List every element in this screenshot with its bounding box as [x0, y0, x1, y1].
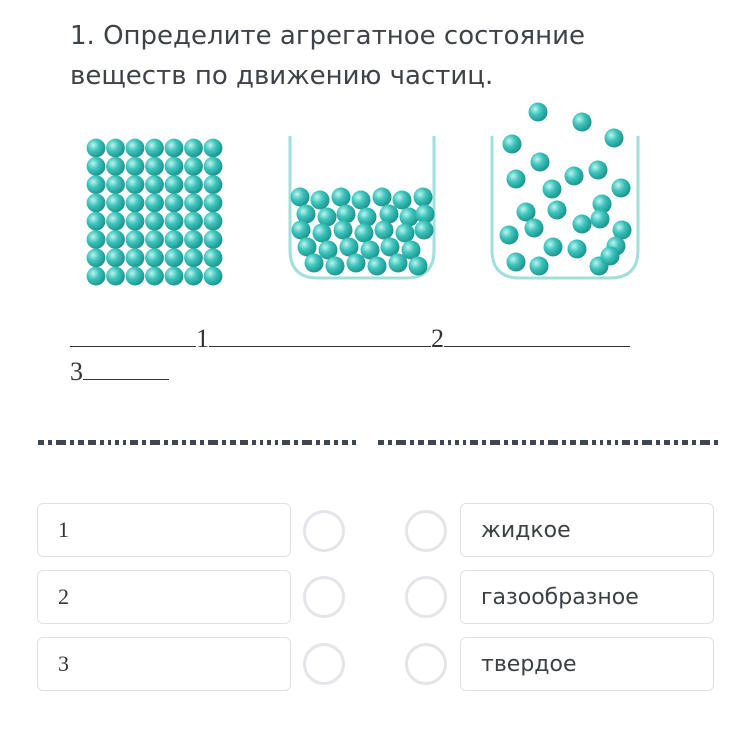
- particle: [565, 167, 584, 186]
- particle: [204, 194, 223, 213]
- particle: [204, 157, 223, 176]
- particle: [305, 254, 324, 273]
- particle: [355, 224, 374, 243]
- blank-3: [444, 322, 630, 347]
- answer-blanks: [70, 322, 670, 388]
- particle: [87, 139, 106, 158]
- right-item-label: жидкое: [481, 517, 571, 543]
- left-item-label: 1: [58, 517, 69, 542]
- particle: [352, 191, 371, 210]
- particle: [375, 221, 394, 240]
- particle: [529, 103, 548, 122]
- blank-4: [83, 355, 169, 380]
- particle: [409, 257, 428, 276]
- particle: [311, 191, 330, 210]
- blank-label-3: 3: [70, 357, 83, 386]
- right-item-label: газообразное: [481, 584, 639, 610]
- particle: [400, 208, 419, 227]
- particle: [184, 139, 203, 158]
- particle: [184, 230, 203, 249]
- particle: [500, 226, 519, 245]
- particle: [126, 267, 145, 286]
- particle-figures: [0, 100, 750, 300]
- particle: [531, 153, 550, 172]
- particle: [373, 188, 392, 207]
- match-right-item-1[interactable]: [460, 503, 714, 557]
- particle: [313, 224, 332, 243]
- left-connector-2[interactable]: [303, 576, 345, 618]
- particle: [106, 175, 125, 194]
- particle: [358, 208, 377, 227]
- particle: [612, 179, 631, 198]
- particle: [126, 230, 145, 249]
- particle: [126, 157, 145, 176]
- particle: [145, 194, 164, 213]
- particle: [165, 157, 184, 176]
- particle: [573, 215, 592, 234]
- particle: [165, 175, 184, 194]
- particle: [106, 194, 125, 213]
- particle: [165, 212, 184, 231]
- particle: [326, 257, 345, 276]
- particle: [126, 212, 145, 231]
- particle: [507, 253, 526, 272]
- particle: [165, 194, 184, 213]
- particle: [87, 194, 106, 213]
- particle: [87, 248, 106, 267]
- particle: [204, 248, 223, 267]
- match-left-item-3[interactable]: [37, 637, 291, 691]
- particle: [126, 139, 145, 158]
- right-connector-2[interactable]: [405, 576, 447, 618]
- particle: [525, 219, 544, 238]
- particle: [106, 212, 125, 231]
- particle: [347, 254, 366, 273]
- match-right-item-2[interactable]: [460, 570, 714, 624]
- particle: [568, 240, 587, 259]
- particle: [389, 254, 408, 273]
- solid-particles-icon: [87, 139, 223, 286]
- particle: [589, 161, 608, 180]
- particle: [87, 212, 106, 231]
- particle: [145, 267, 164, 286]
- particle: [204, 267, 223, 286]
- particle: [126, 194, 145, 213]
- particle: [204, 230, 223, 249]
- particle: [87, 175, 106, 194]
- particle: [204, 139, 223, 158]
- particle: [106, 230, 125, 249]
- particle: [503, 135, 522, 154]
- particle: [165, 248, 184, 267]
- blank-2: [209, 322, 431, 347]
- particle: [184, 175, 203, 194]
- particle: [414, 188, 433, 207]
- particle: [87, 230, 106, 249]
- match-left-item-2[interactable]: [37, 570, 291, 624]
- gas-particles-icon: [492, 103, 638, 279]
- left-item-label: 3: [58, 651, 69, 676]
- particle: [165, 230, 184, 249]
- particle: [145, 248, 164, 267]
- particle: [548, 201, 567, 220]
- particle: [184, 157, 203, 176]
- question-line-1: 1. Определите агрегатное состояние: [70, 21, 586, 51]
- right-connector-3[interactable]: [405, 643, 447, 685]
- particle: [204, 175, 223, 194]
- particle: [337, 205, 356, 224]
- blank-label-1: 1: [196, 324, 209, 353]
- particle: [601, 247, 620, 266]
- match-left-item-1[interactable]: [37, 503, 291, 557]
- particle: [145, 139, 164, 158]
- particle: [184, 248, 203, 267]
- particle: [291, 188, 310, 207]
- particle: [106, 248, 125, 267]
- particle: [145, 175, 164, 194]
- particle: [126, 175, 145, 194]
- particle: [145, 212, 164, 231]
- particle: [145, 157, 164, 176]
- liquid-particles-icon: [290, 136, 435, 278]
- particle: [126, 248, 145, 267]
- particle: [334, 221, 353, 240]
- left-connector-3[interactable]: [303, 643, 345, 685]
- left-item-label: 2: [58, 584, 69, 609]
- match-right-item-3[interactable]: [460, 637, 714, 691]
- right-connector-1[interactable]: [405, 510, 447, 552]
- particle: [184, 267, 203, 286]
- dashed-separator: [38, 437, 718, 449]
- particle: [332, 188, 351, 207]
- left-connector-1[interactable]: [303, 510, 345, 552]
- particle: [204, 212, 223, 231]
- particle: [184, 194, 203, 213]
- particle: [544, 238, 563, 257]
- particle: [106, 139, 125, 158]
- particle: [292, 221, 311, 240]
- particle: [396, 224, 415, 243]
- blank-label-2: 2: [431, 324, 444, 353]
- particle: [165, 267, 184, 286]
- question-text: [70, 16, 630, 96]
- particle: [573, 113, 592, 132]
- particle: [106, 267, 125, 286]
- particle: [507, 170, 526, 189]
- particle: [87, 157, 106, 176]
- particle: [530, 257, 549, 276]
- blank-1: [70, 322, 196, 347]
- particle: [145, 230, 164, 249]
- particle: [415, 221, 434, 240]
- particle: [106, 157, 125, 176]
- particle: [87, 267, 106, 286]
- question-line-2: веществ по движению частиц.: [70, 61, 494, 91]
- particle: [605, 129, 624, 148]
- particle: [368, 257, 387, 276]
- right-item-label: твердое: [481, 651, 577, 677]
- particle: [543, 180, 562, 199]
- particle: [393, 191, 412, 210]
- particle: [184, 212, 203, 231]
- particle: [165, 139, 184, 158]
- particle: [591, 210, 610, 229]
